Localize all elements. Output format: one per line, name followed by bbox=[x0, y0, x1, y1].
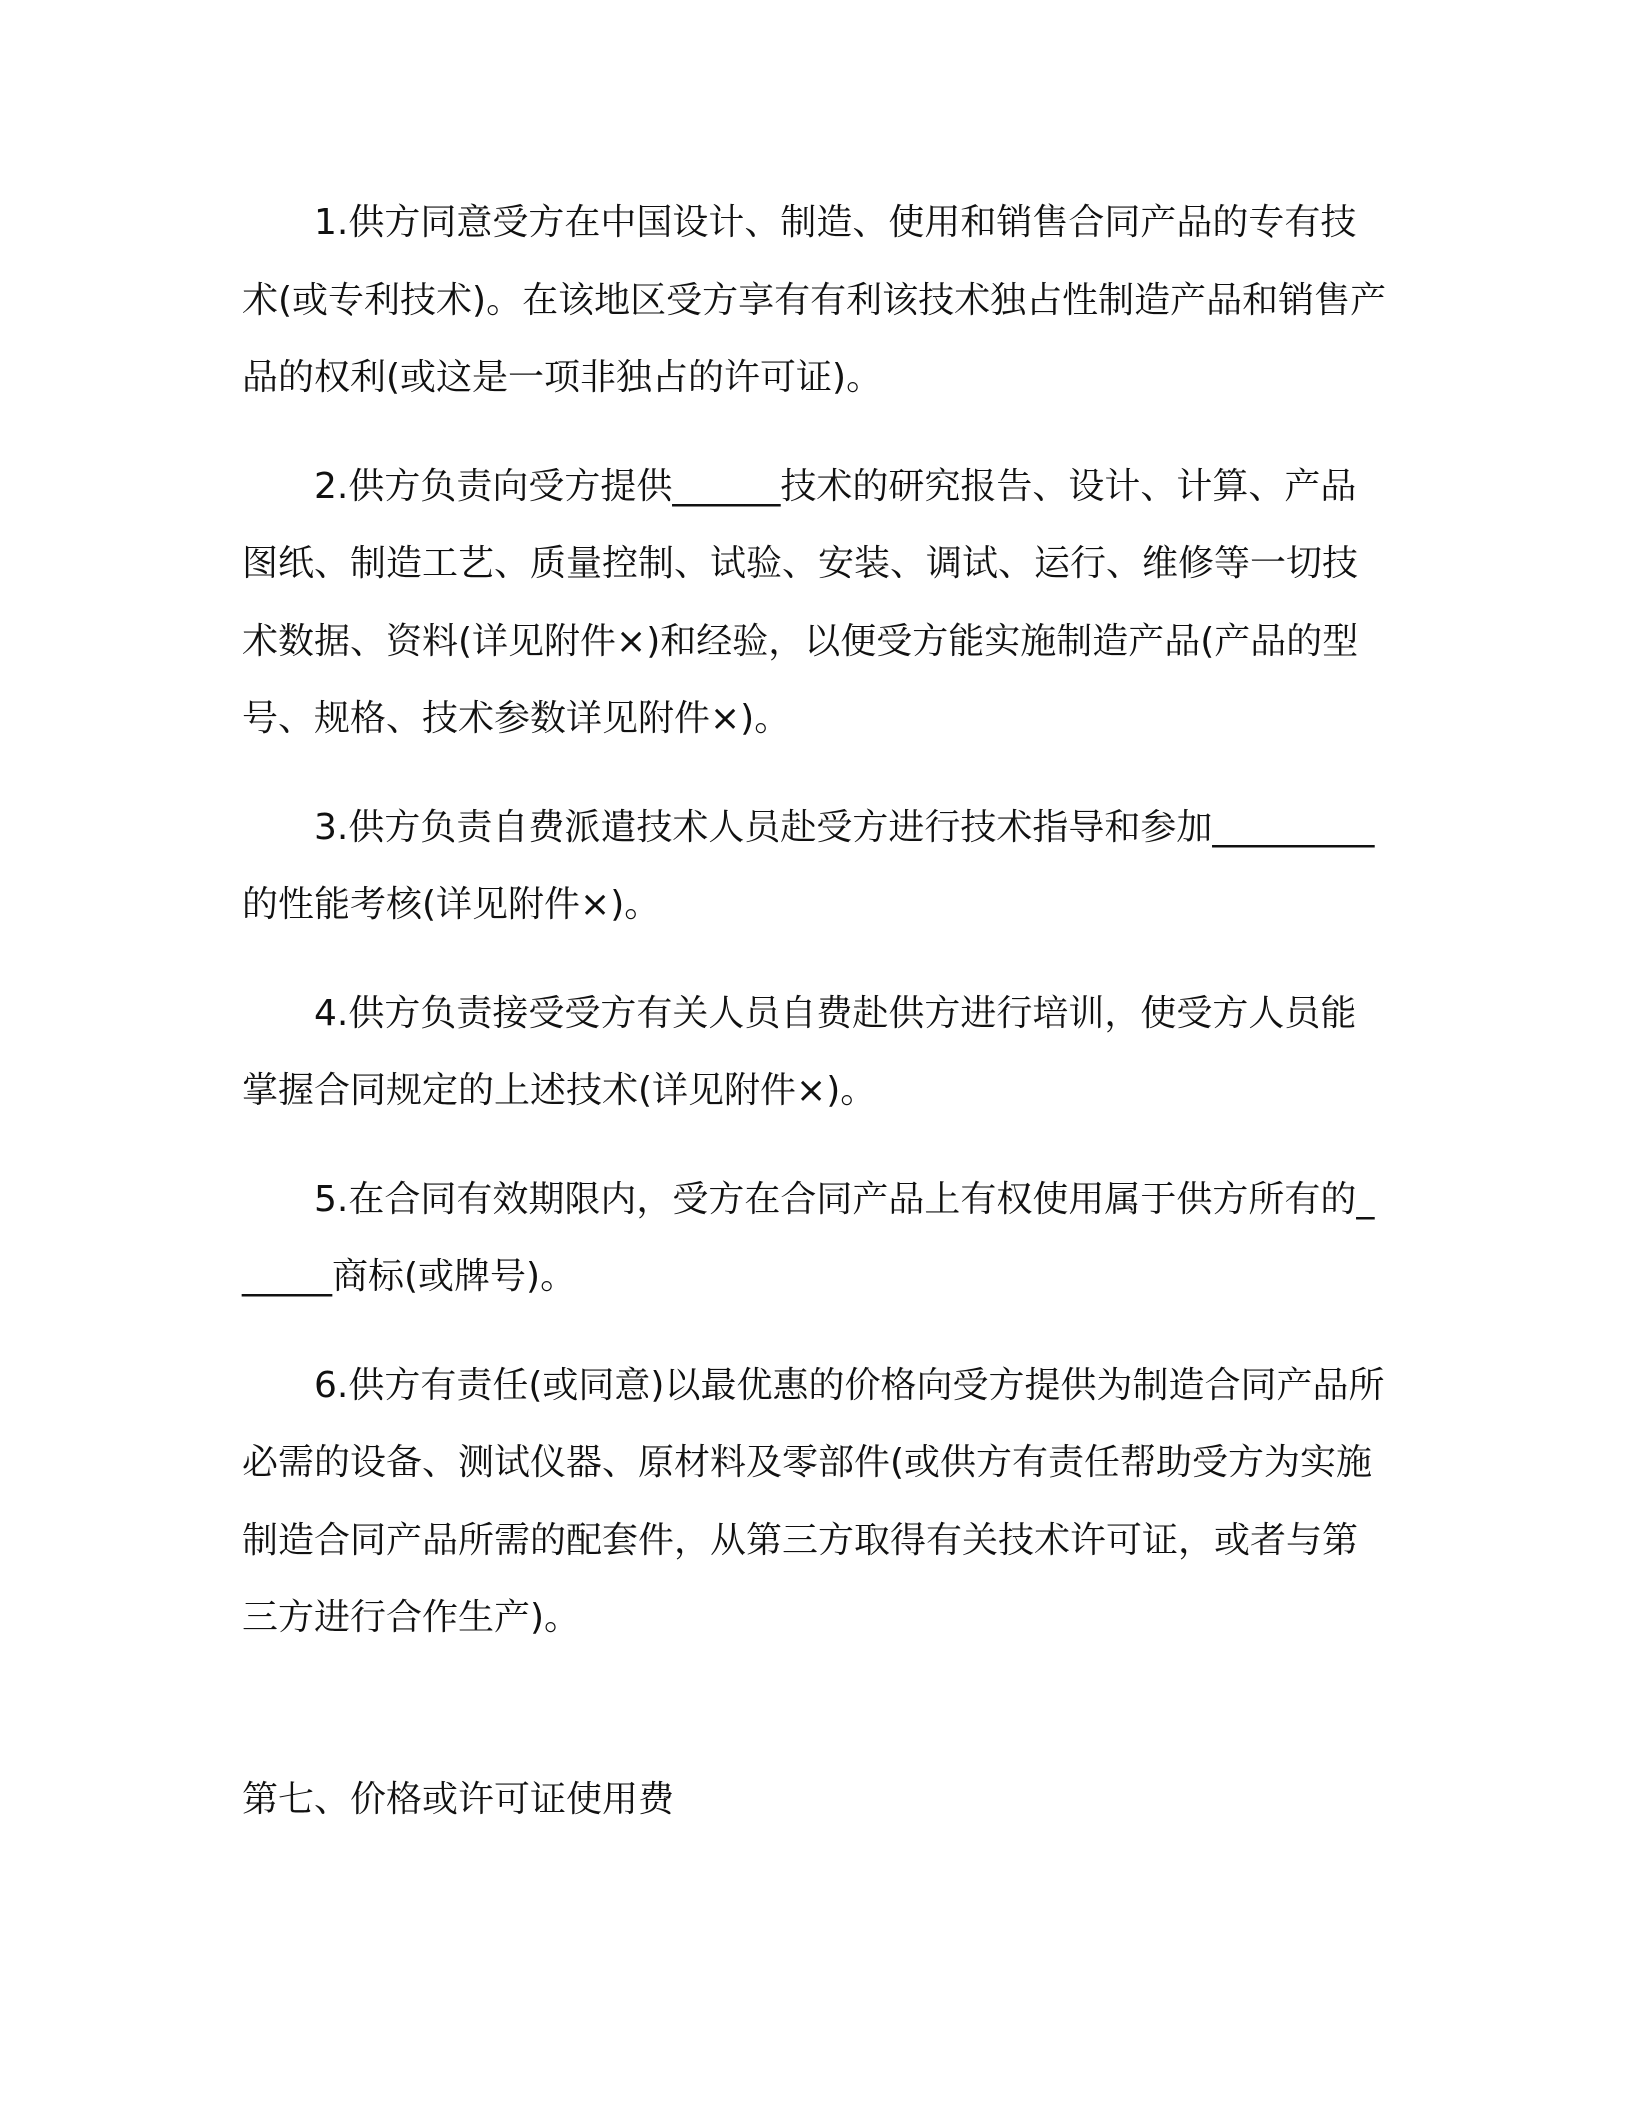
clause-2: 2.供方负责向受方提供______技术的研究报告、设计、计算、产品图纸、制造工艺、质量控制、试验、安装、调试、运行、维修等一切技术数据、资料(详见附件×)和经验，以便受方能实施制造产品(产品的型号、规格、技术参数详见附件×)。 bbox=[242, 465, 1359, 739]
clause-5: 5.在合同有效期限内，受方在合同产品上有权使用属于供方所有的______商标(或牌号)。 bbox=[242, 1178, 1375, 1297]
clause-3: 3.供方负责自费派遣技术人员赴受方进行技术指导和参加_________的性能考核(详见附件×)。 bbox=[242, 806, 1375, 925]
clause-4: 4.供方负责接受受方有关人员自费赴供方进行培训，使受方人员能掌握合同规定的上述技术(详见附件×)。 bbox=[242, 992, 1357, 1111]
contract-clauses bbox=[242, 184, 1392, 1657]
clause-1: 1.供方同意受方在中国设计、制造、使用和销售合同产品的专有技术(或专利技术)。在该地区受方享有有利该技术独占性制造产品和销售产品的权利(或这是一项非独占的许可证)。 bbox=[242, 202, 1387, 398]
section-heading: 第七、价格或许可证使用费 bbox=[242, 1779, 675, 1820]
clause-6: 6.供方有责任(或同意)以最优惠的价格向受方提供为制造合同产品所必需的设备、测试仪器、原材料及零部件(或供方有责任帮助受方为实施制造合同产品所需的配套件，从第三方取得有关技术许可证，或者与第三方进行合作生产)。 bbox=[242, 1364, 1385, 1638]
